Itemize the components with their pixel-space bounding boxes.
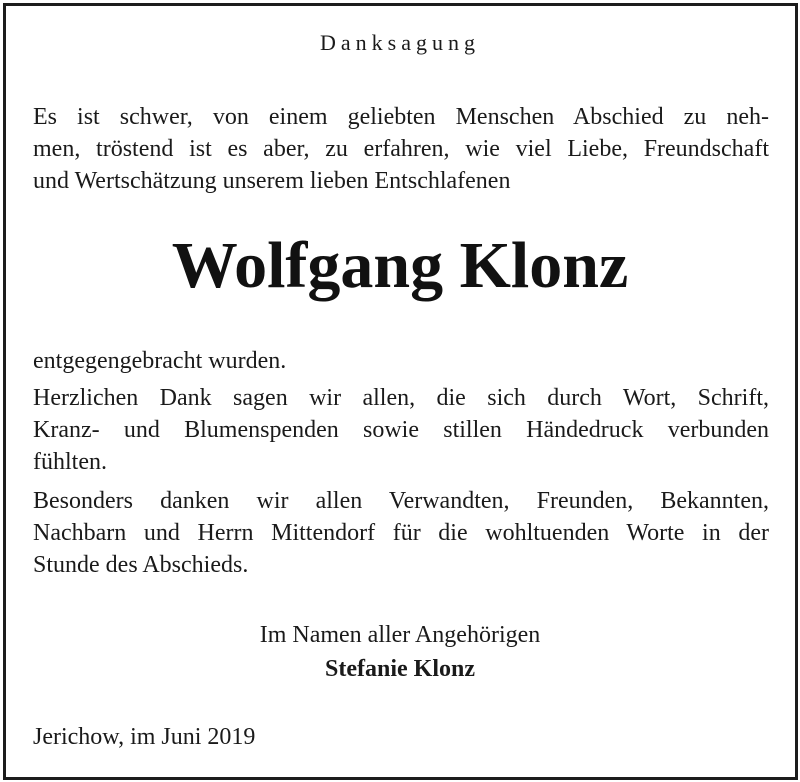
intro-line-1: Es ist schwer, von einem geliebten Menschen Abschied zu neh- [33,104,769,130]
thanks-line-1: Herzlichen Dank sagen wir allen, die sich durch Wort, Schrift, [33,385,769,411]
intro-line-2: men, tröstend ist es aber, zu erfahren, wie viel Liebe, Freundschaft [33,136,769,162]
special-thanks-line-3: Stunde des Abschieds. [33,552,249,578]
thanks-line-2: Kranz- und Blumenspenden sowie stillen Händedruck verbunden [33,417,769,443]
place-date: Jerichow, im Juni 2019 [33,724,256,750]
signatory-name: Stefanie Klonz [325,656,475,682]
special-thanks-paragraph [33,485,769,581]
on-behalf-line: Im Namen aller Angehörigen [259,622,541,648]
continuation-paragraph [33,345,769,377]
special-thanks-line-2: Nachbarn und Herrn Mittendorf für die wohltuenden Worte in der [33,520,769,546]
intro-paragraph [33,101,769,197]
thanks-line-3: fühlten. [33,449,107,475]
notice-heading: Danksagung [320,30,480,55]
thanks-paragraph [33,382,769,478]
intro-line-3: und Wertschätzung unserem lieben Entschlafenen [33,168,511,194]
deceased-name: Wolfgang Klonz [171,229,629,302]
continuation-line: entgegengebracht wurden. [33,348,287,374]
special-thanks-line-1: Besonders danken wir allen Verwandten, Freunden, Bekannten, [33,488,769,514]
